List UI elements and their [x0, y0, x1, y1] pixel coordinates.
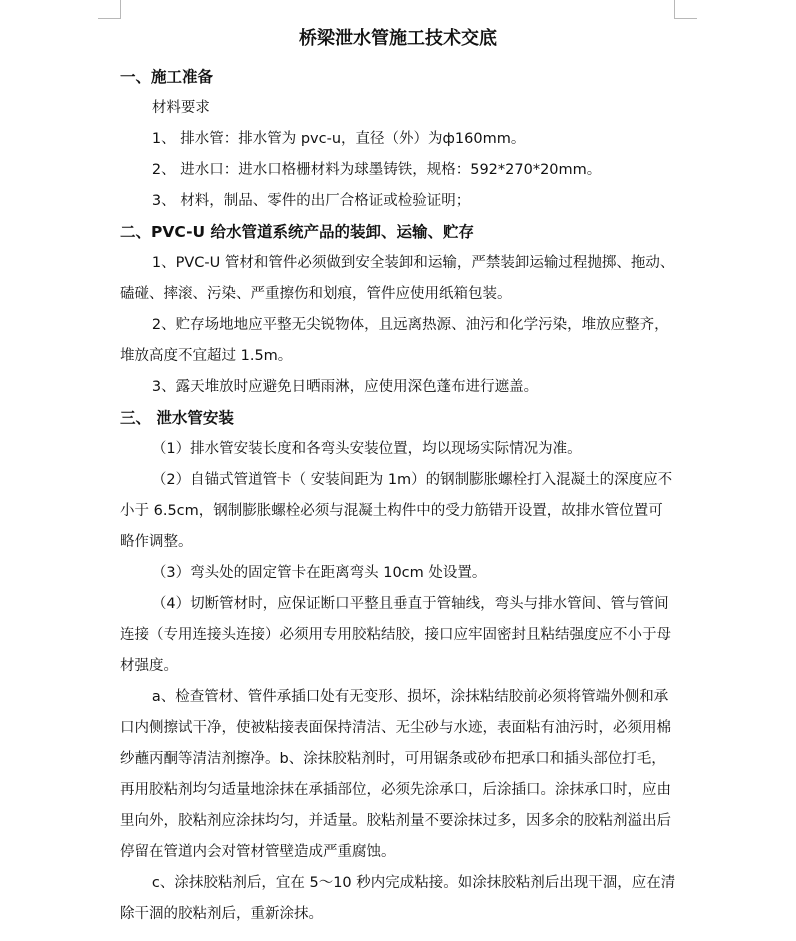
paragraph: 1、PVC-U 管材和管件必须做到安全装卸和运输，严禁装卸运输过程抛掷、拖动、磕碰、摔滚、污染、严重擦伤和划痕，管件应使用纸箱包装。: [120, 255, 675, 302]
list-item: 3、 材料，制品、零件的出厂合格证或检验证明；: [151, 193, 471, 209]
paragraph: 3、露天堆放时应避免日晒雨淋，应使用深色蓬布进行遮盖。: [151, 379, 539, 395]
section-heading: 二、PVC-U 给水管道系统产品的装卸、运输、贮存: [120, 223, 475, 241]
paragraph: （2）自锚式管道管卡（ 安装间距为 1m）的钢制膨胀螺栓打入混凝土的深度应不小于 6.5cm，钢制膨胀螺栓必须与混凝土构件中的受力筋错开设置，故排水管位置可略作调整。: [120, 472, 673, 550]
paragraph: （4）切断管材时，应保证断口平整且垂直于管轴线，弯头与排水管间、管与管间连接（专用连接头连接）必须用专用胶粘结胶，接口应牢固密封且粘结强度应不小于母材强度。: [120, 596, 671, 674]
document-page: [120, 22, 676, 930]
list-item: 材料要求: [151, 100, 210, 116]
paragraph: （1）排水管安装长度和各弯头安装位置，均以现场实际情况为准。: [151, 441, 582, 457]
list-item: 1、 排水管：排水管为 pvc-u，直径（外）为ф160mm。: [151, 131, 526, 147]
page-corner-mark-right: [674, 0, 697, 19]
list-item: 2、 进水口：进水口格栅材料为球墨铸铁，规格：592*270*20mm。: [151, 162, 602, 178]
document-body: [120, 62, 676, 930]
document-title: 桥梁泄水管施工技术交底: [299, 28, 497, 49]
page-corner-mark-left: [98, 0, 121, 19]
paragraph: 2、贮存场地地应平整无尖锐物体，且远离热源、油污和化学污染，堆放应整齐，堆放高度不宜超过 1.5m。: [120, 317, 669, 364]
section-heading: 三、 泄水管安装: [120, 409, 234, 427]
section-heading: 一、施工准备: [120, 68, 214, 86]
paragraph: c、涂抹胶粘剂后，宜在 5～10 秒内完成粘接。如涂抹胶粘剂后出现干涸，应在清除干涸的胶粘剂后，重新涂抹。: [120, 875, 676, 922]
paragraph: （3）弯头处的固定管卡在距离弯头 10cm 处设置。: [151, 565, 487, 581]
paragraph: a、检查管材、管件承插口处有无变形、损坏，涂抹粘结胶前必须将管端外侧和承口内侧擦试干净，使被粘接表面保持清洁、无尘砂与水迹，表面粘有油污时，必须用棉纱蘸丙酮等清洁剂擦净。b、涂抹胶粘剂时，可用锯条或砂布把承口和插头部位打毛，再用胶粘剂均匀适量地涂抹在承插部位，必须先涂承口，后涂插口。涂抹承口时，应由里向外，胶粘剂应涂抹均匀，并适量。胶粘剂量不要涂抹过多，因多余的胶粘剂溢出后停留在管道内会对管材管壁造成严重腐蚀。: [120, 689, 671, 860]
